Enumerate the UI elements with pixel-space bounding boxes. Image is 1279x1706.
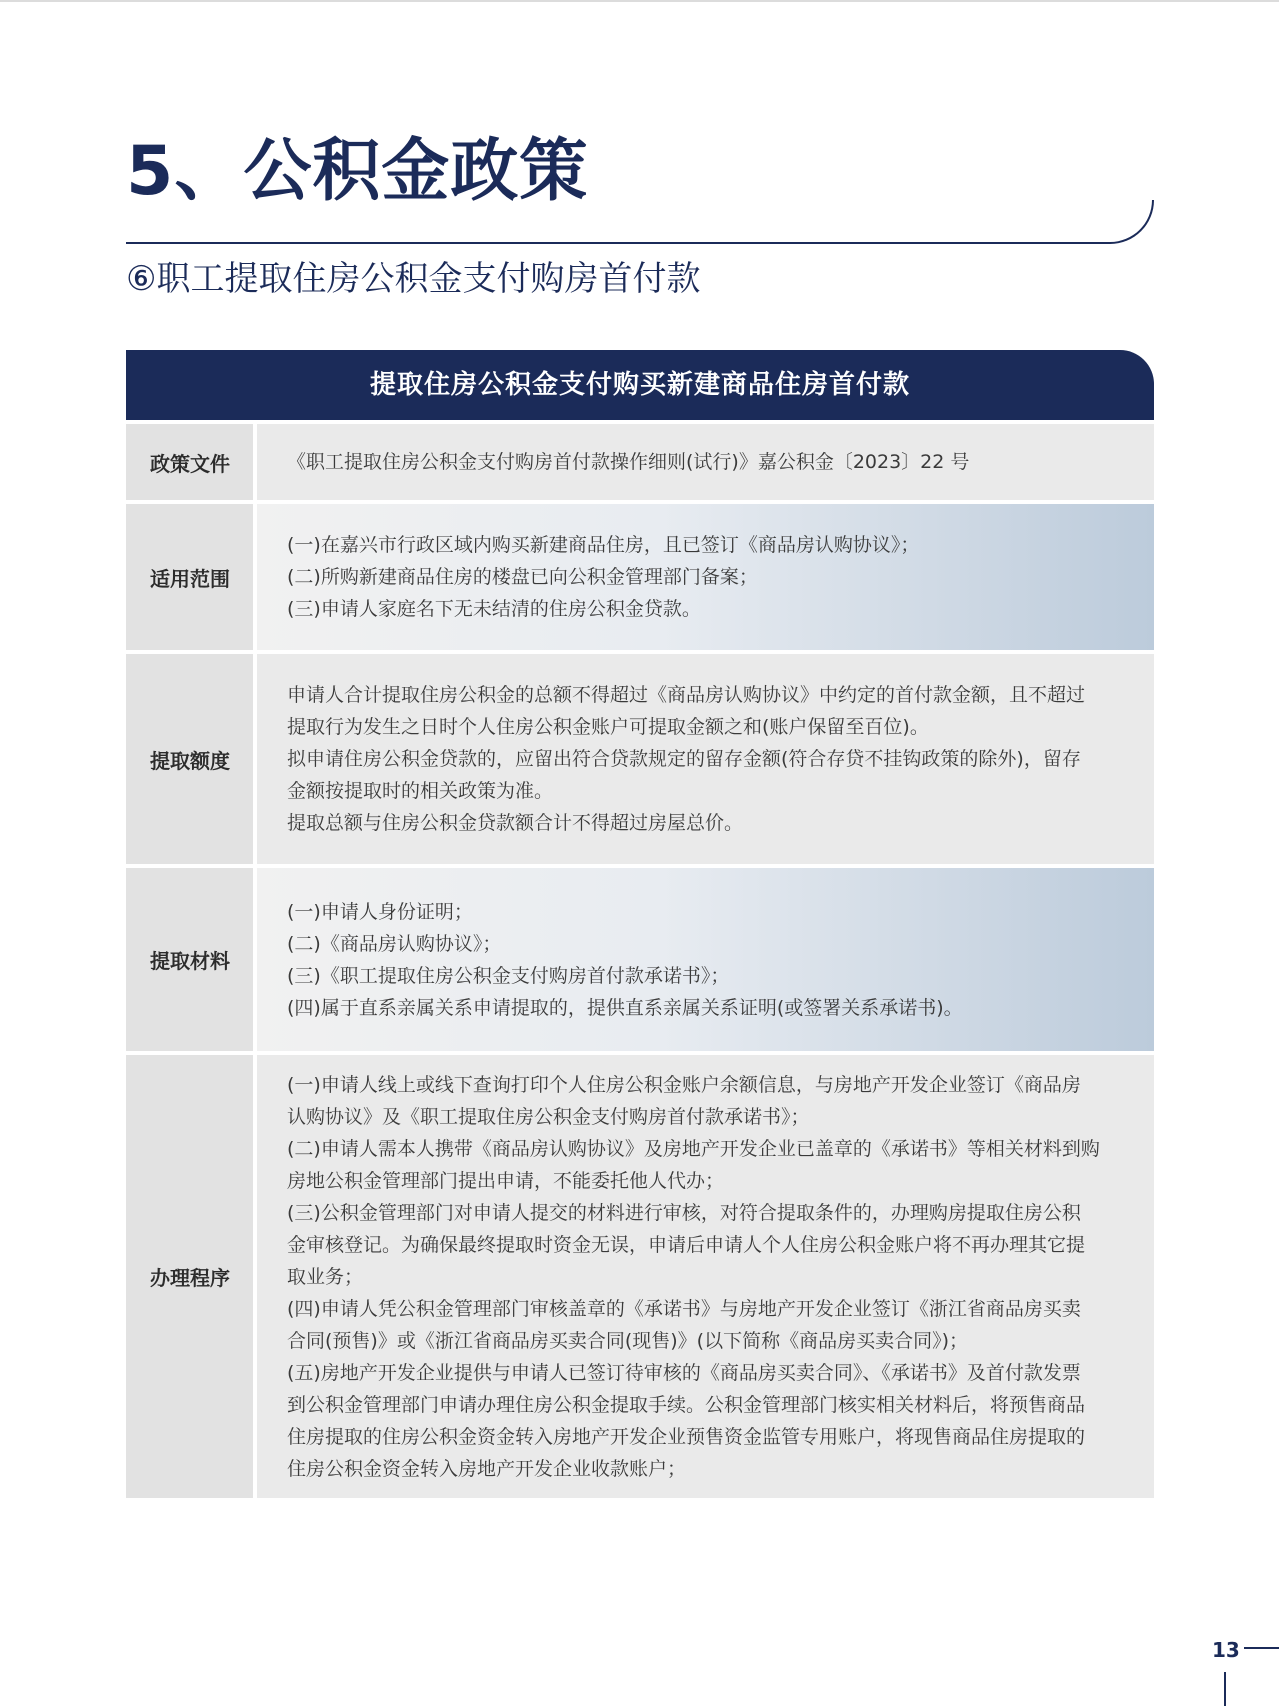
table-row [126,1055,1154,1498]
content-line: (二)《商品房认购协议》； [287,932,502,955]
content-line: 房地公积金管理部门提出申请，不能委托他人代办； [287,1169,725,1192]
content-line: 住房公积金资金转入房地产开发企业收款账户； [287,1457,687,1480]
content-line: 金额按提取时的相关政策为准。 [287,780,554,802]
table-header: 提取住房公积金支付购买新建商品住房首付款 [126,350,1154,420]
content-line: 认购协议》及《职工提取住房公积金支付购房首付款承诺书》； [287,1105,810,1128]
content-line: 金审核登记。为确保最终提取时资金无误，申请后申请人个人住房公积金账户将不再办理其它提 [287,1233,1086,1256]
content-line: (一)申请人身份证明； [287,900,473,923]
page-number-rule [1224,1672,1226,1706]
row-content-withdrawal-amount [257,654,1154,864]
content-line: (四)属于直系亲属关系申请提取的，提供直系亲属关系证明(或签署关系承诺书)。 [287,996,963,1019]
policy-table [126,350,1154,1498]
row-label-procedure: 办理程序 [126,1055,253,1498]
row-content-procedure [257,1055,1154,1498]
row-label-policy-document: 政策文件 [126,424,253,500]
content-line: (三)《职工提取住房公积金支付购房首付款承诺书》； [287,964,730,987]
content-line: (二)申请人需本人携带《商品房认购协议》及房地产开发企业已盖章的《承诺书》等相关材料到购 [287,1137,1100,1160]
content-line: 取业务； [287,1265,364,1288]
content-line: 提取行为发生之日时个人住房公积金账户可提取金额之和(账户保留至百位)。 [287,716,929,738]
top-divider [0,0,1279,2]
row-label-withdrawal-amount: 提取额度 [126,654,253,864]
content-line: (四)申请人凭公积金管理部门审核盖章的《承诺书》与房地产开发企业签订《浙江省商品房买卖 [287,1297,1081,1320]
table-row [126,424,1154,500]
content-line: 到公积金管理部门申请办理住房公积金提取手续。公积金管理部门核实相关材料后，将预售商品 [287,1393,1086,1416]
content-line: (三)公积金管理部门对申请人提交的材料进行审核，对符合提取条件的，办理购房提取住房公积 [287,1201,1081,1224]
page-number-rule [1244,1647,1279,1649]
content-line: (一)申请人线上或线下查询打印个人住房公积金账户余额信息，与房地产开发企业签订《商品房 [287,1073,1081,1096]
content-line: 《职工提取住房公积金支付购房首付款操作细则(试行)》嘉公积金〔2023〕22 号 [287,451,970,473]
section-subtitle: ⑥职工提取住房公积金支付购房首付款 [126,259,701,299]
content-line: (三)申请人家庭名下无未结清的住房公积金贷款。 [287,598,701,620]
table-row [126,654,1154,864]
page-title: 5、公积金政策 [126,132,589,211]
page-number: 13 [1212,1638,1240,1662]
row-content-materials [257,868,1154,1051]
content-line: 合同(预售)》或《浙江省商品房买卖合同(现售)》(以下简称《商品房买卖合同》)； [287,1329,968,1352]
content-line: 申请人合计提取住房公积金的总额不得超过《商品房认购协议》中约定的首付款金额，且不超过 [287,684,1086,706]
content-line: (五)房地产开发企业提供与申请人已签订待审核的《商品房买卖合同》、《承诺书》及首付款发票 [287,1361,1081,1384]
row-content-policy-document [257,424,1154,500]
content-line: 住房提取的住房公积金资金转入房地产开发企业预售资金监管专用账户，将现售商品住房提取的 [287,1425,1086,1448]
row-label-scope: 适用范围 [126,504,253,650]
content-line: 提取总额与住房公积金贷款额合计不得超过房屋总价。 [287,812,744,834]
table-row [126,868,1154,1051]
content-line: (一)在嘉兴市行政区域内购买新建商品住房，且已签订《商品房认购协议》； [287,534,920,556]
table-row [126,504,1154,650]
row-content-scope [257,504,1154,650]
row-label-materials: 提取材料 [126,868,253,1051]
content-line: (二)所购新建商品住房的楼盘已向公积金管理部门备案； [287,566,758,588]
content-line: 拟申请住房公积金贷款的，应留出符合贷款规定的留存金额(符合存贷不挂钩政策的除外)，留存 [287,748,1081,770]
